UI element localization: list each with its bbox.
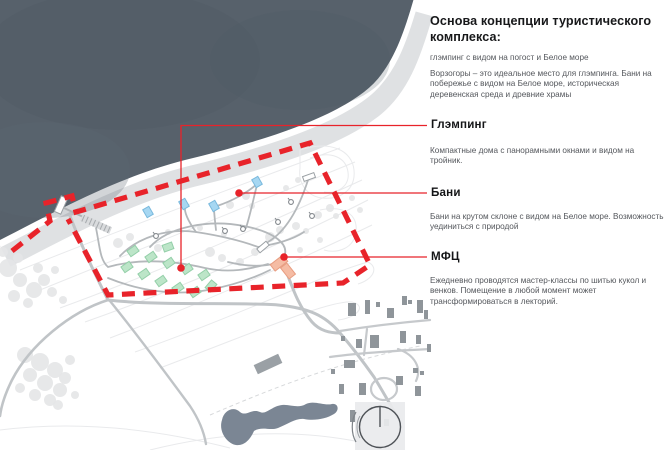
tree <box>33 263 43 273</box>
village-building <box>348 303 356 316</box>
tree <box>59 296 67 304</box>
tree <box>314 211 322 219</box>
north-compass-icon <box>352 402 405 450</box>
village-building <box>416 335 421 344</box>
legend-desc-glamping: Компактные дома с панорамными окнами и видом на тройник. <box>430 146 635 166</box>
tree <box>47 287 57 297</box>
village-building <box>356 339 362 348</box>
village-building <box>339 384 344 394</box>
village-building <box>359 383 366 395</box>
lamp-icon <box>241 227 246 232</box>
connector-dot-bani <box>235 189 243 197</box>
tree <box>38 274 50 286</box>
tree <box>26 282 42 298</box>
legend-label-glamping: Глэмпинг <box>431 118 487 131</box>
tree <box>326 204 334 212</box>
village-building <box>417 300 423 313</box>
info-panel <box>429 0 665 450</box>
legend-label-mfc: МФЦ <box>431 250 460 263</box>
legend-label-bani: Бани <box>431 186 461 199</box>
village-building <box>396 376 403 385</box>
village-building <box>402 296 407 305</box>
village-building <box>413 368 418 373</box>
lamp-icon <box>289 200 294 205</box>
tree <box>113 238 123 248</box>
tree <box>297 247 303 253</box>
tree <box>65 355 75 365</box>
village-building <box>365 300 370 314</box>
tree <box>154 244 162 252</box>
tree <box>51 266 59 274</box>
lamp-icon <box>276 220 281 225</box>
lamp-icon <box>310 214 315 219</box>
legend-desc-bani: Бани на крутом склоне с видом на Белое море. Возможность уединиться с природой <box>430 212 664 232</box>
village-building <box>387 308 394 318</box>
village-building <box>400 331 406 343</box>
tree <box>349 195 355 201</box>
tree <box>333 213 339 219</box>
tree <box>205 247 215 257</box>
tree <box>295 177 301 183</box>
tree <box>29 389 41 401</box>
tree <box>71 391 79 399</box>
connector-dot-mfc <box>280 253 288 261</box>
village-building <box>420 371 424 375</box>
tree <box>59 372 71 384</box>
tree <box>53 400 63 410</box>
village-building <box>341 336 345 341</box>
village-building <box>370 335 379 348</box>
tree <box>218 254 226 262</box>
connector-dot-glamping <box>177 264 185 272</box>
tree <box>15 383 25 393</box>
tree <box>292 222 300 230</box>
tree <box>23 298 33 308</box>
tree <box>37 375 53 391</box>
tree <box>23 368 37 382</box>
village-building <box>424 310 428 319</box>
village-building <box>376 302 380 307</box>
tree <box>13 253 23 263</box>
tree <box>317 237 323 243</box>
tree <box>53 383 67 397</box>
lamp-icon <box>154 234 159 239</box>
tree <box>8 290 20 302</box>
legend-desc-mfc: Ежедневно проводятся мастер-классы по шитью кукол и венков. Помещение в любой момент может трансформироваться в лекторий. <box>430 276 647 306</box>
page-title: Основа концепции туристического комплекса: <box>430 14 652 45</box>
intro-paragraph: Ворзогоры – это идеальное место для глэмпинга. Бани на побережье с видом на Белое море, историческая деревенская среда и древние храмы <box>430 69 652 99</box>
village-building <box>344 360 355 368</box>
tree <box>357 207 363 213</box>
tree <box>197 225 203 231</box>
lamp-icon <box>223 229 228 234</box>
village-building <box>408 300 412 304</box>
tree <box>13 273 27 287</box>
tree <box>31 353 49 371</box>
subtitle: глэмпинг с видом на погост и Белое море <box>430 53 589 62</box>
village-building <box>331 369 335 374</box>
tree <box>126 233 134 241</box>
tree <box>283 185 289 191</box>
village-building <box>415 386 421 396</box>
